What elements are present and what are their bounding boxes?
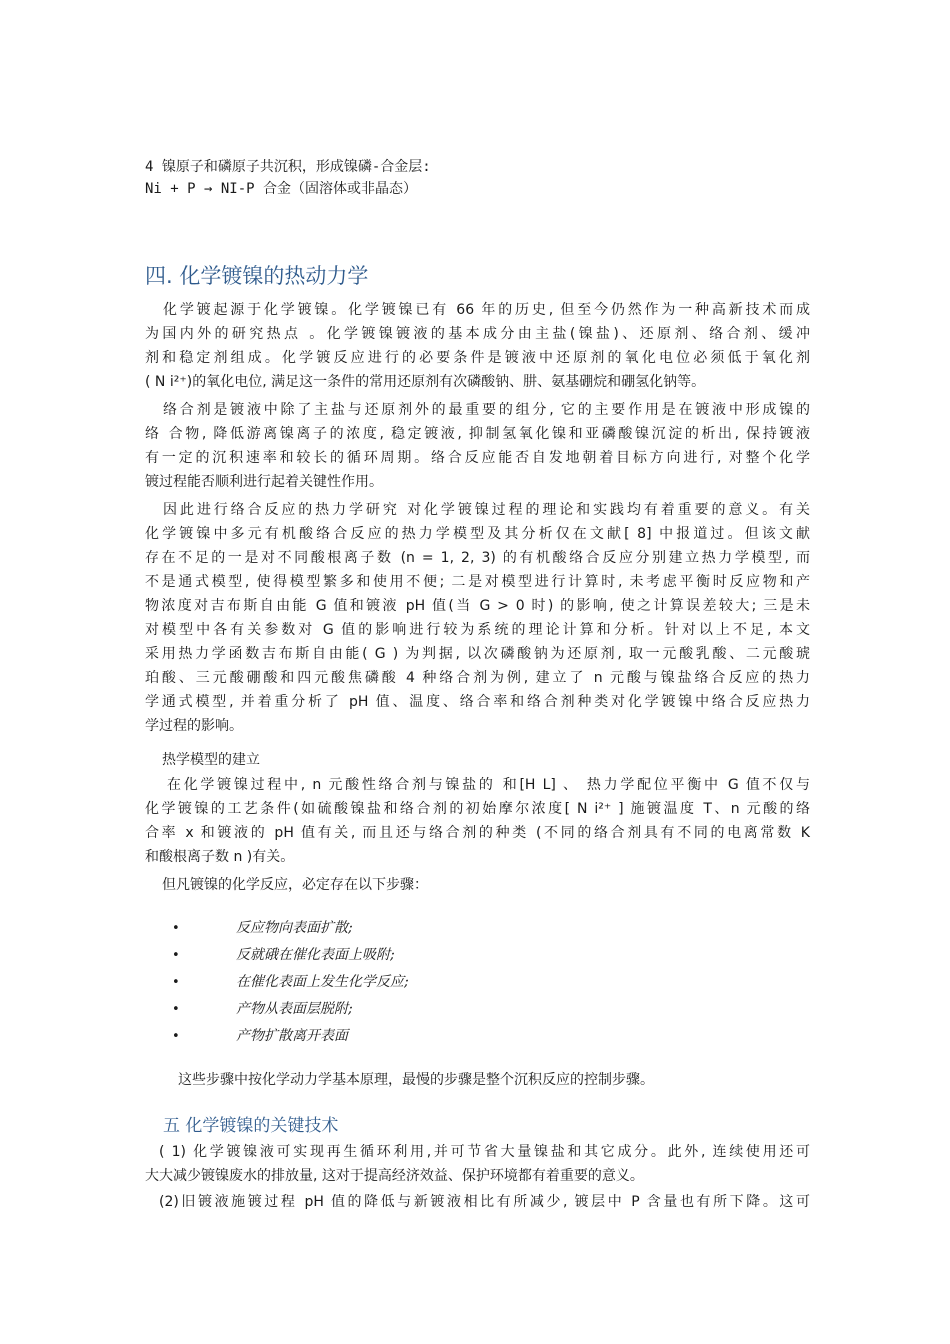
section4-title: 四. 化学镀镍的热动力学 (145, 264, 369, 288)
step-text: 反应物向表面扩散; (236, 920, 353, 936)
para2-line: 络合剂是镀液中除了主盐与还原剂外的最重要的组分, 它的主要作用是在镀液中形成镍的 (163, 402, 810, 418)
section4-para3 (145, 498, 810, 738)
para4-line: 在化学镀镍过程中, n 元酸性络合剂与镍盐的 和[H L] 、 热力学配位平衡中 G 值不仅与 (167, 777, 810, 793)
intro-reaction: Ni + P → NI-P 合金（固溶体或非晶态） (145, 181, 418, 197)
model-subheading: 热学模型的建立 (162, 752, 260, 768)
intro-step4: 4 镍原子和磷原子共沉积，形成镍磷-合金层: (145, 159, 431, 175)
bullet-icon: • (172, 921, 180, 936)
steps-summary: 这些步骤中按化学动力学基本原理，最慢的步骤是整个沉积反应的控制步骤。 (178, 1072, 654, 1088)
step-text: 产物从表面层脱附; (236, 1001, 353, 1017)
section5-para2 (145, 1190, 810, 1214)
step-text: 反就硪在催化表面上吸附; (236, 947, 395, 963)
para3-line: 存在不足的一是对不同酸根离子数 (n = 1, 2, 3) 的有机酸络合反应分别建立热力学模型, 而 (145, 550, 810, 566)
para3-line: 采用热力学函数吉布斯自由能( G ) 为判据, 以次磷酸钠为还原剂, 取一元酸乳酸、二元酸琥 (145, 646, 810, 662)
para3-line: 对模型中各有关参数对 G 值的影响进行较为系统的理论计算和分析。针对以上不足, 本文 (145, 622, 810, 638)
bullet-icon: • (172, 1029, 180, 1044)
para2-line: 有一定的沉积速率和较长的循环周期。络合反应能否自发地朝着目标方向进行, 对整个化学 (145, 450, 810, 466)
para3-line: 不是通式模型, 使得模型繁多和使用不便; 二是对模型进行计算时, 未考虑平衡时反应物和产 (145, 574, 810, 590)
para3-line: 学过程的影响。 (145, 718, 243, 734)
section4-para4 (145, 773, 810, 869)
s5p1-line: ( 1) 化学镀镍液可实现再生循环利用,并可节省大量镍盐和其它成分。此外, 连续使用还可 (159, 1144, 810, 1160)
para3-line: 珀酸、三元酸硼酸和四元酸焦磷酸 4 种络合剂为例, 建立了 n 元酸与镍盐络合反应的热力 (145, 670, 810, 686)
para2-line: 镀过程能否顺利进行起着关键性作用。 (145, 474, 383, 490)
s5p1-line: 大大减少镀镍废水的排放量, 这对于提高经济效益、保护环境都有着重要的意义。 (145, 1168, 644, 1184)
section4-para1 (145, 298, 810, 394)
bullet-icon: • (172, 975, 180, 990)
para1-line: ( N i²⁺)的氧化电位, 满足这一条件的常用还原剂有次磷酸钠、肼、氨基硼烷和硼氢化钠等。 (145, 374, 706, 390)
section5-para1 (145, 1140, 810, 1188)
para3-line: 因此进行络合反应的热力学研究 对化学镀镍过程的理论和实践均有着重要的意义。有关 (163, 502, 810, 518)
para3-line: 化学镀镍中多元有机酸络合反应的热力学模型及其分析仅在文献[ 8] 中报道过。但该文献 (145, 526, 810, 542)
para1-line: 为国内外的研究热点 。化学镀镍镀液的基本成分由主盐(镍盐)、还原剂、络合剂、缓冲 (145, 326, 810, 342)
steps-intro: 但凡镀镍的化学反应，必定存在以下步骤： (162, 877, 428, 893)
step-text: 在催化表面上发生化学反应; (236, 974, 409, 990)
para4-line: 合率 x 和镀液的 pH 值有关, 而且还与络合剂的种类 (不同的络合剂具有不同的电离常数 K (145, 825, 810, 841)
para1-line: 剂和稳定剂组成。化学镀反应进行的必要条件是镀液中还原剂的氧化电位必须低于氧化剂 (145, 350, 810, 366)
para3-line: 物浓度对吉布斯自由能 G 值和镀液 pH 值(当 G > 0 时) 的影响, 使之计算误差较大; 三是未 (145, 598, 810, 614)
para4-line: 化学镀镍的工艺条件(如硫酸镍盐和络合剂的初始摩尔浓度[ N i²⁺ ] 施镀温度 T、n 元酸的络 (145, 801, 810, 817)
step-text: 产物扩散离开表面 (236, 1028, 348, 1044)
section4-para2 (145, 398, 810, 494)
para1-line: 化学镀起源于化学镀镍。化学镀镍已有 66 年的历史, 但至今仍然作为一种高新技术而成 (163, 302, 810, 318)
s5p2-line: (2)旧镀液施镀过程 pH 值的降低与新镀液相比有所减少, 镀层中 P 含量也有所下降。这可 (159, 1194, 810, 1210)
para3-line: 学通式模型, 并着重分析了 pH 值、温度、络合率和络合剂种类对化学镀镍中络合反应热力 (145, 694, 810, 710)
section5-title: 五 化学镀镍的关键技术 (163, 1116, 339, 1136)
para4-line: 和酸根离子数 n )有关。 (145, 849, 295, 865)
bullet-icon: • (172, 1002, 180, 1017)
bullet-icon: • (172, 948, 180, 963)
para2-line: 络 合物, 降低游离镍离子的浓度, 稳定镀液, 抑制氢氧化镍和亚磷酸镍沉淀的析出, 保持镀液 (145, 426, 810, 442)
